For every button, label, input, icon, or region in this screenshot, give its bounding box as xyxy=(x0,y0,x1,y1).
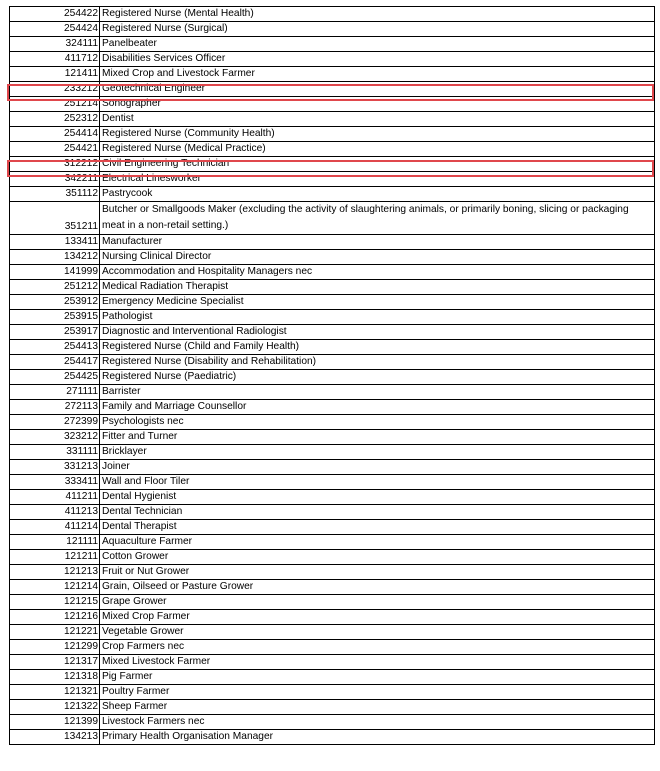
table-row xyxy=(10,340,655,355)
occupation-name: Sonographer xyxy=(100,97,655,112)
occupation-code: 351112 xyxy=(10,187,100,202)
occupation-code: 121211 xyxy=(10,550,100,565)
occupation-name: Diagnostic and Interventional Radiologist xyxy=(100,325,655,340)
occupation-code: 141999 xyxy=(10,265,100,280)
occupation-code: 133411 xyxy=(10,235,100,250)
occupation-code: 342211 xyxy=(10,172,100,187)
occupation-name: Sheep Farmer xyxy=(100,700,655,715)
occupation-code: 272113 xyxy=(10,400,100,415)
table-row xyxy=(10,142,655,157)
occupation-code: 254425 xyxy=(10,370,100,385)
occupation-code: 411214 xyxy=(10,520,100,535)
table-row xyxy=(10,112,655,127)
occupation-code: 254413 xyxy=(10,340,100,355)
table-row xyxy=(10,715,655,730)
occupation-name: Panelbeater xyxy=(100,37,655,52)
occupation-name: Mixed Livestock Farmer xyxy=(100,655,655,670)
table-row xyxy=(10,400,655,415)
table-row xyxy=(10,97,655,112)
occupation-name: Registered Nurse (Paediatric) xyxy=(100,370,655,385)
occupation-code: 271111 xyxy=(10,385,100,400)
table-row xyxy=(10,295,655,310)
occupation-name: Mixed Crop Farmer xyxy=(100,610,655,625)
occupation-name: Fruit or Nut Grower xyxy=(100,565,655,580)
table-row xyxy=(10,445,655,460)
occupation-code: 253912 xyxy=(10,295,100,310)
occupation-name: Cotton Grower xyxy=(100,550,655,565)
table-row xyxy=(10,580,655,595)
occupation-code: 121399 xyxy=(10,715,100,730)
table-row xyxy=(10,610,655,625)
occupation-code: 323212 xyxy=(10,430,100,445)
occupation-name: Pathologist xyxy=(100,310,655,325)
table-row xyxy=(10,370,655,385)
occupation-name: Grape Grower xyxy=(100,595,655,610)
table-row xyxy=(10,172,655,187)
occupation-code: 233212 xyxy=(10,82,100,97)
occupation-code: 331213 xyxy=(10,460,100,475)
occupation-code: 121322 xyxy=(10,700,100,715)
table-row xyxy=(10,235,655,250)
occupation-name: Butcher or Smallgoods Maker (excluding the activity of slaughtering animals, or primarily boning, slicing or packaging meat in a non-retail setting.) xyxy=(100,202,655,235)
occupation-name: Registered Nurse (Surgical) xyxy=(100,22,655,37)
table-row xyxy=(10,655,655,670)
occupation-name: Electrical Linesworker xyxy=(100,172,655,187)
occupation-code: 134212 xyxy=(10,250,100,265)
occupation-name: Medical Radiation Therapist xyxy=(100,280,655,295)
occupation-name: Poultry Farmer xyxy=(100,685,655,700)
occupation-name: Dental Hygienist xyxy=(100,490,655,505)
table-row xyxy=(10,202,655,235)
occupation-code: 312212 xyxy=(10,157,100,172)
occupation-code: 121216 xyxy=(10,610,100,625)
occupation-name: Registered Nurse (Disability and Rehabilitation) xyxy=(100,355,655,370)
occupation-code: 254424 xyxy=(10,22,100,37)
occupation-name: Geotechnical Engineer xyxy=(100,82,655,97)
occupation-code: 254414 xyxy=(10,127,100,142)
table-row xyxy=(10,565,655,580)
occupation-code: 121321 xyxy=(10,685,100,700)
table-row xyxy=(10,475,655,490)
occupation-code: 411712 xyxy=(10,52,100,67)
occupation-name: Pig Farmer xyxy=(100,670,655,685)
table-row xyxy=(10,685,655,700)
occupation-name: Emergency Medicine Specialist xyxy=(100,295,655,310)
occupation-code: 121299 xyxy=(10,640,100,655)
occupation-code: 254422 xyxy=(10,7,100,22)
table-row xyxy=(10,187,655,202)
occupation-name: Family and Marriage Counsellor xyxy=(100,400,655,415)
occupation-name: Registered Nurse (Mental Health) xyxy=(100,7,655,22)
table-row xyxy=(10,265,655,280)
table-row xyxy=(10,355,655,370)
occupation-code: 134213 xyxy=(10,730,100,745)
occupation-code: 121111 xyxy=(10,535,100,550)
table-row xyxy=(10,550,655,565)
table-row xyxy=(10,460,655,475)
occupation-table xyxy=(9,6,655,745)
occupation-name: Aquaculture Farmer xyxy=(100,535,655,550)
occupation-name: Joiner xyxy=(100,460,655,475)
occupation-name: Primary Health Organisation Manager xyxy=(100,730,655,745)
occupation-name: Wall and Floor Tiler xyxy=(100,475,655,490)
table-row xyxy=(10,700,655,715)
occupation-name: Manufacturer xyxy=(100,235,655,250)
occupation-name: Registered Nurse (Community Health) xyxy=(100,127,655,142)
table-row xyxy=(10,7,655,22)
occupation-code: 251212 xyxy=(10,280,100,295)
occupation-name: Accommodation and Hospitality Managers nec xyxy=(100,265,655,280)
table-row-highlighted xyxy=(10,157,655,172)
occupation-name: Barrister xyxy=(100,385,655,400)
table-row xyxy=(10,22,655,37)
table-row xyxy=(10,670,655,685)
occupation-code: 351211 xyxy=(10,202,100,235)
occupation-name: Grain, Oilseed or Pasture Grower xyxy=(100,580,655,595)
table-row xyxy=(10,505,655,520)
occupation-name: Livestock Farmers nec xyxy=(100,715,655,730)
occupation-code: 254417 xyxy=(10,355,100,370)
table-row xyxy=(10,127,655,142)
table-row xyxy=(10,625,655,640)
occupation-name: Psychologists nec xyxy=(100,415,655,430)
occupation-code: 121317 xyxy=(10,655,100,670)
table-row xyxy=(10,325,655,340)
table-row xyxy=(10,535,655,550)
table-row xyxy=(10,37,655,52)
occupation-name: Pastrycook xyxy=(100,187,655,202)
table-row xyxy=(10,490,655,505)
occupation-name: Dental Technician xyxy=(100,505,655,520)
occupation-code: 121215 xyxy=(10,595,100,610)
table-row xyxy=(10,430,655,445)
occupation-name: Dentist xyxy=(100,112,655,127)
table-row xyxy=(10,310,655,325)
occupation-name: Disabilities Services Officer xyxy=(100,52,655,67)
occupation-name: Registered Nurse (Medical Practice) xyxy=(100,142,655,157)
occupation-name: Civil Engineering Technician xyxy=(100,157,655,172)
occupation-name: Vegetable Grower xyxy=(100,625,655,640)
occupation-code: 253917 xyxy=(10,325,100,340)
occupation-code: 121213 xyxy=(10,565,100,580)
occupation-code: 411213 xyxy=(10,505,100,520)
occupation-code: 121318 xyxy=(10,670,100,685)
occupation-name: Registered Nurse (Child and Family Health) xyxy=(100,340,655,355)
occupation-code: 252312 xyxy=(10,112,100,127)
table-row xyxy=(10,520,655,535)
occupation-code: 324111 xyxy=(10,37,100,52)
occupation-name: Crop Farmers nec xyxy=(100,640,655,655)
occupation-name: Mixed Crop and Livestock Farmer xyxy=(100,67,655,82)
occupation-code: 253915 xyxy=(10,310,100,325)
occupation-name: Dental Therapist xyxy=(100,520,655,535)
occupation-name: Nursing Clinical Director xyxy=(100,250,655,265)
table-row xyxy=(10,415,655,430)
occupation-name: Bricklayer xyxy=(100,445,655,460)
table-row xyxy=(10,67,655,82)
occupation-code: 411211 xyxy=(10,490,100,505)
occupation-code: 121411 xyxy=(10,67,100,82)
table-row-highlighted xyxy=(10,82,655,97)
occupation-code: 331111 xyxy=(10,445,100,460)
table-row xyxy=(10,640,655,655)
table-row xyxy=(10,52,655,67)
occupation-code: 251214 xyxy=(10,97,100,112)
occupation-code: 254421 xyxy=(10,142,100,157)
table-row xyxy=(10,250,655,265)
occupation-name: Fitter and Turner xyxy=(100,430,655,445)
occupation-code: 121214 xyxy=(10,580,100,595)
table-row xyxy=(10,730,655,745)
table-row xyxy=(10,595,655,610)
table-row xyxy=(10,280,655,295)
occupation-code: 272399 xyxy=(10,415,100,430)
table-row xyxy=(10,385,655,400)
occupation-code: 333411 xyxy=(10,475,100,490)
occupation-code: 121221 xyxy=(10,625,100,640)
